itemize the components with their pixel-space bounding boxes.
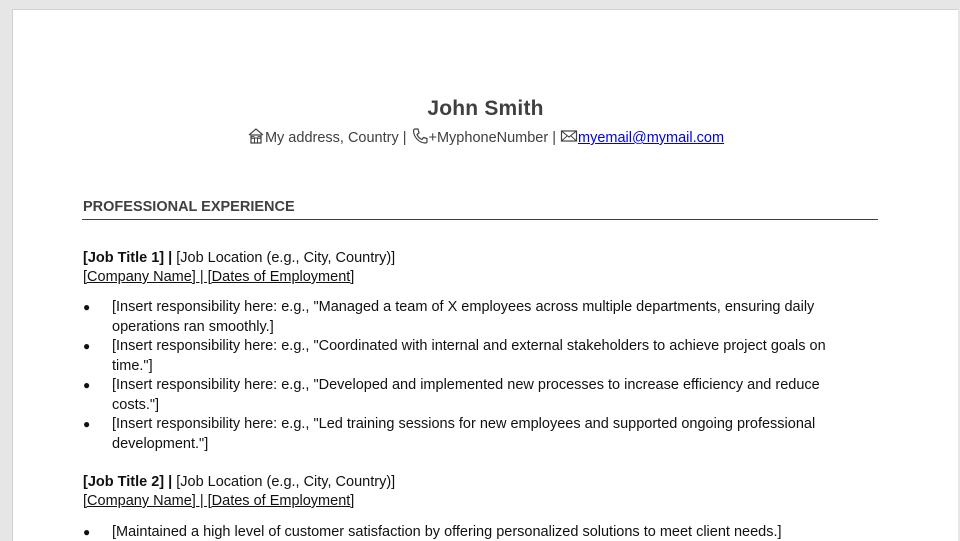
email-link[interactable]: myemail@mymail.com — [578, 130, 725, 146]
phone-text: +MyphoneNumber — [428, 130, 549, 146]
section-title-experience: PROFESSIONAL EXPERIENCE — [83, 199, 295, 215]
responsibility-list — [83, 523, 853, 541]
responsibility-text: [Insert responsibility here: e.g., "Developed and implemented new processes to increase efficiency and reduce costs."] — [112, 377, 820, 413]
bullet-icon: ● — [83, 525, 91, 539]
list-item — [83, 523, 853, 541]
job-location: [Job Location (e.g., City, Country)] — [176, 250, 396, 266]
list-item — [83, 376, 853, 415]
responsibility-text: [Maintained a high level of customer satisfaction by offering personalized solutions to meet client needs.] — [112, 524, 782, 540]
company-line: [Company Name] | [Dates of Employment] — [83, 269, 355, 285]
separator: | — [552, 130, 556, 146]
job-location: [Job Location (e.g., City, Country)] — [176, 474, 396, 490]
bullet-icon: ● — [83, 300, 91, 314]
company-line: [Company Name] | [Dates of Employment] — [83, 493, 355, 509]
list-item — [83, 298, 853, 337]
job-title-line — [83, 474, 395, 490]
phone-icon — [411, 127, 429, 145]
job-title: [Job Title 2] — [83, 474, 165, 490]
section-divider — [82, 219, 878, 220]
home-icon — [247, 127, 265, 145]
responsibility-text: [Insert responsibility here: e.g., "Coordinated with internal and external stakeholders to achieve project goals on time."] — [112, 338, 826, 374]
address-text: My address, Country — [264, 130, 399, 146]
responsibility-list — [83, 298, 853, 454]
contact-line — [13, 127, 958, 146]
email-icon — [560, 127, 578, 145]
separator: | — [402, 130, 407, 146]
document-page[interactable] — [12, 9, 958, 541]
job-title-line — [83, 250, 395, 266]
bullet-icon: ● — [83, 417, 91, 431]
bullet-icon: ● — [83, 339, 91, 353]
resume-name: John Smith — [427, 97, 544, 120]
responsibility-text: [Insert responsibility here: e.g., "Managed a team of X employees across multiple departments, ensuring daily operations ran smoothly.] — [112, 299, 815, 335]
job-title-separator: | — [164, 474, 177, 490]
job-title: [Job Title 1] — [83, 250, 165, 266]
job-title-separator: | — [164, 250, 177, 266]
list-item — [83, 337, 853, 376]
list-item — [83, 415, 853, 454]
responsibility-text: [Insert responsibility here: e.g., "Led training sessions for new employees and supported ongoing professional development."] — [112, 416, 816, 452]
bullet-icon: ● — [83, 378, 91, 392]
